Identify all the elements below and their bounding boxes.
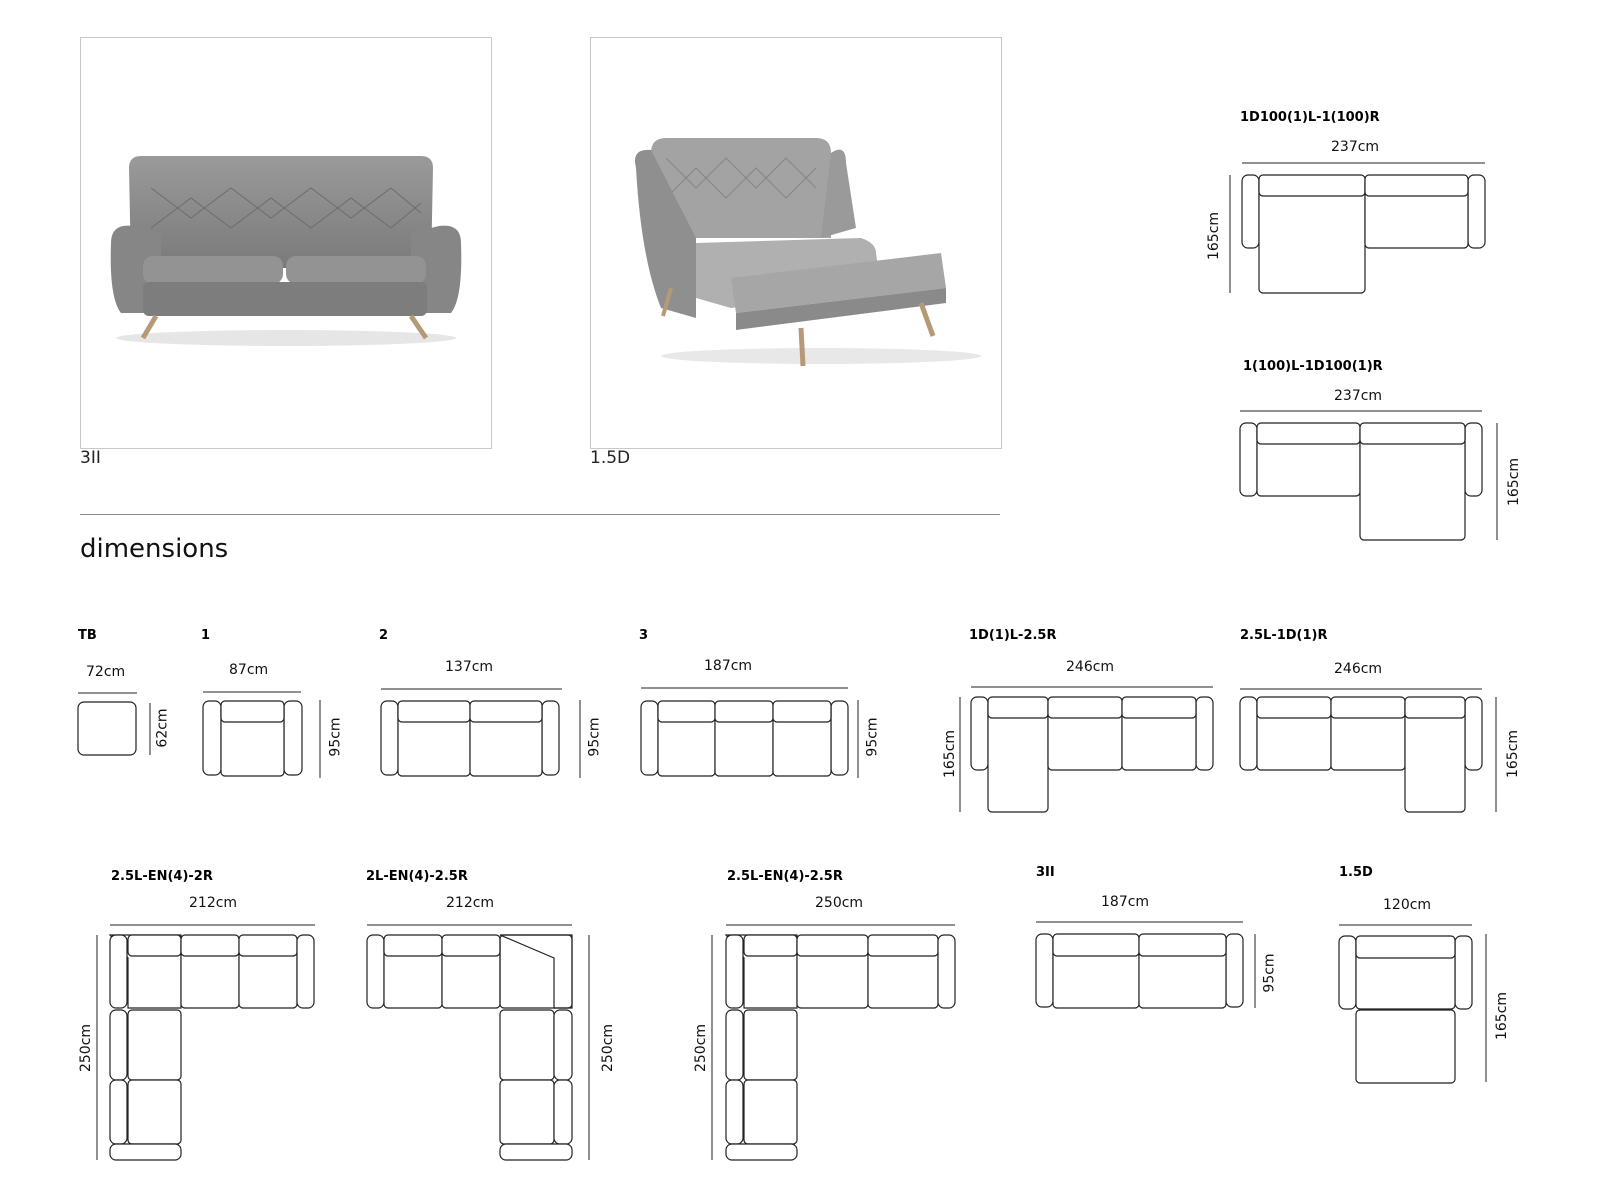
width-tb: 72cm [86, 664, 126, 680]
drawing-25l-en4-2r [97, 925, 315, 1160]
drawing-1d100-1100r [1230, 163, 1485, 293]
photo-caption-15d: 1.5D [590, 448, 631, 468]
depth-1100l-1d100r: 165cm [1506, 457, 1523, 507]
drawing-3ii [1036, 922, 1255, 1008]
width-1: 87cm [229, 662, 269, 678]
depth-1: 95cm [327, 717, 344, 757]
model-code-3: 3 [639, 628, 649, 643]
photo-caption-3ii: 3II [80, 448, 101, 468]
model-code-1d100-1100r: 1D100(1)L-1(100)R [1240, 110, 1380, 125]
drawing-tb [78, 693, 150, 755]
drawing-1d1l-25r [960, 687, 1213, 812]
depth-tb: 62cm [154, 708, 171, 748]
width-3ii: 187cm [1101, 894, 1150, 910]
width-25l-en4-25r: 250cm [815, 895, 864, 911]
model-code-1: 1 [201, 628, 211, 643]
model-code-tb: TB [78, 628, 97, 643]
drawing-2 [381, 689, 580, 778]
depth-3ii: 95cm [1261, 953, 1278, 993]
section-heading: dimensions [80, 534, 229, 564]
width-15d: 120cm [1383, 897, 1432, 913]
model-code-1100l-1d100r: 1(100)L-1D100(1)R [1243, 359, 1383, 374]
drawing-2l-en4-25r [367, 925, 589, 1160]
depth-1d100-1100r: 165cm [1206, 211, 1223, 261]
width-25l-en4-2r: 212cm [189, 895, 238, 911]
drawing-1 [203, 692, 320, 778]
model-code-15d: 1.5D [1339, 865, 1373, 880]
width-2: 137cm [445, 659, 494, 675]
depth-2: 95cm [586, 717, 603, 757]
width-1100l-1d100r: 237cm [1334, 388, 1383, 404]
width-25l-1d1r: 246cm [1334, 661, 1383, 677]
model-code-25l-en4-2r: 2.5L-EN(4)-2R [111, 869, 213, 884]
model-code-25l-1d1r: 2.5L-1D(1)R [1240, 628, 1328, 643]
drawing-25l-1d1r [1240, 689, 1496, 812]
drawing-15d [1339, 925, 1486, 1083]
depth-25l-en4-2r: 250cm [78, 1023, 95, 1073]
depth-1d1l-25r: 165cm [942, 729, 959, 779]
drawing-3 [641, 688, 858, 778]
depth-3: 95cm [864, 717, 881, 757]
depth-25l-en4-25r: 250cm [693, 1023, 710, 1073]
drawing-25l-en4-25r [712, 925, 955, 1160]
model-code-3ii: 3II [1036, 865, 1055, 880]
depth-2l-en4-25r: 250cm [600, 1023, 617, 1073]
width-1d100-1100r: 237cm [1331, 139, 1380, 155]
width-2l-en4-25r: 212cm [446, 895, 495, 911]
depth-15d: 165cm [1494, 991, 1511, 1041]
model-code-2l-en4-25r: 2L-EN(4)-2.5R [366, 869, 468, 884]
width-1d1l-25r: 246cm [1066, 659, 1115, 675]
depth-25l-1d1r: 165cm [1505, 729, 1522, 779]
width-3: 187cm [704, 658, 753, 674]
model-code-25l-en4-25r: 2.5L-EN(4)-2.5R [727, 869, 843, 884]
model-code-2: 2 [379, 628, 389, 643]
drawing-1100l-1d100r [1240, 411, 1497, 540]
model-code-1d1l-25r: 1D(1)L-2.5R [969, 628, 1057, 643]
